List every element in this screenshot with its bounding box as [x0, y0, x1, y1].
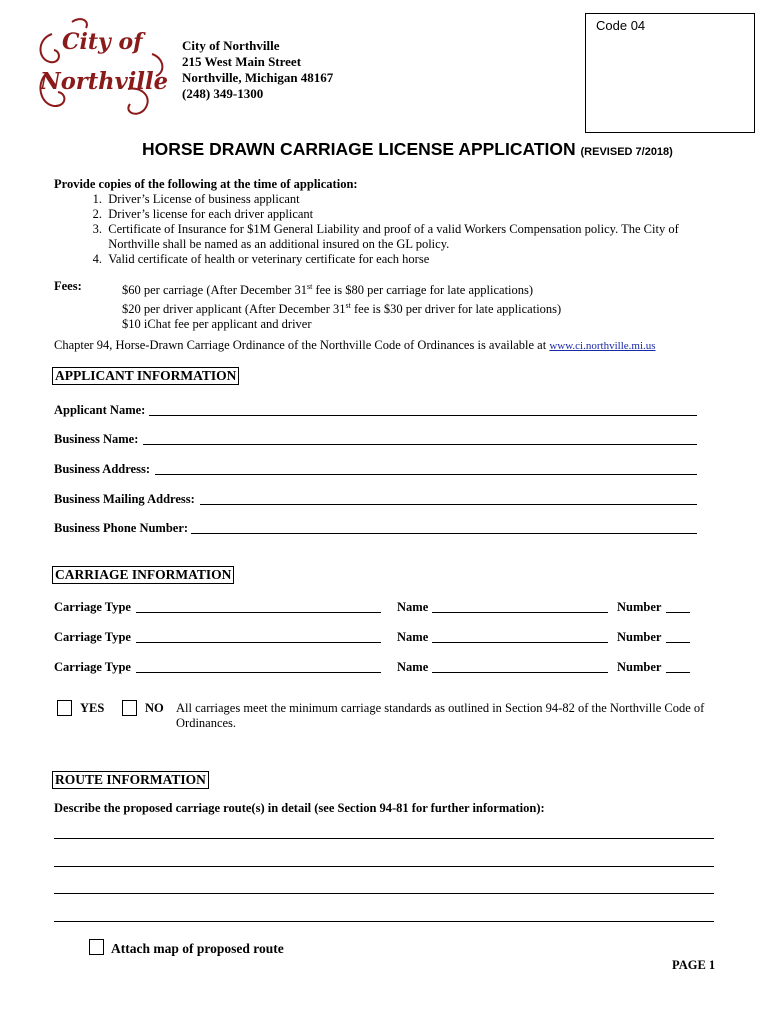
carriage-number-label: Number: [617, 630, 662, 644]
route-section-heading: ROUTE INFORMATION: [52, 771, 209, 789]
carriage-number-field-2[interactable]: [666, 642, 690, 643]
fees-label: Fees:: [54, 279, 82, 293]
logo-text-bottom: Northville: [39, 68, 168, 95]
carriage-section-heading: CARRIAGE INFORMATION: [52, 566, 234, 584]
list-item: 3. Certificate of Insurance for $1M General Liability and proof of a valid Workers Compensation policy. The City of: [92, 222, 679, 236]
org-name: City of Northville: [182, 38, 280, 53]
list-item: 4. Valid certificate of health or veterinary certificate for each horse: [92, 252, 430, 266]
business-mailing-address-label: Business Mailing Address:: [54, 492, 195, 506]
business-name-field[interactable]: [143, 444, 697, 445]
list-item: Northville shall be named as an additional insured on the GL policy.: [108, 237, 450, 251]
title-revised: (REVISED 7/2018): [580, 146, 673, 158]
business-name-label: Business Name:: [54, 432, 139, 446]
carriage-number-label: Number: [617, 660, 662, 674]
applicant-name-field[interactable]: [149, 415, 697, 416]
carriage-name-label: Name: [397, 630, 429, 644]
fee-line: $60 per carriage (After December 31st fee is $80 per carriage for late applications): [122, 282, 534, 298]
city-address: [182, 38, 333, 102]
carriage-type-label: Carriage Type: [54, 660, 131, 674]
list-item: 2. Driver’s license for each driver applicant: [92, 207, 314, 221]
website-link[interactable]: www.ci.northville.mi.us: [549, 340, 656, 352]
fee-line: $10 iChat fee per applicant and driver: [122, 317, 312, 332]
carriage-number-label: Number: [617, 600, 662, 614]
carriage-name-label: Name: [397, 660, 429, 674]
logo-text-top: City of: [62, 29, 143, 55]
route-line-3[interactable]: [54, 893, 714, 894]
fees-list: [122, 279, 561, 332]
route-line-2[interactable]: [54, 866, 714, 867]
requirements-heading: Provide copies of the following at the time of application:: [54, 177, 358, 191]
carriage-name-field-1[interactable]: [432, 612, 608, 613]
attach-map-checkbox[interactable]: [89, 939, 104, 955]
carriage-type-field-2[interactable]: [136, 642, 381, 643]
applicant-section-heading: APPLICANT INFORMATION: [52, 367, 239, 385]
business-address-field[interactable]: [155, 474, 697, 475]
business-address-label: Business Address:: [54, 462, 150, 476]
yes-label: YES: [80, 701, 105, 715]
city-state-zip: Northville, Michigan 48167: [182, 70, 334, 85]
yes-checkbox[interactable]: [57, 700, 72, 716]
street-address: 215 West Main Street: [182, 54, 302, 69]
applicant-name-label: Applicant Name:: [54, 403, 146, 417]
city-logo: [32, 14, 172, 124]
code-label: Code 04: [596, 18, 646, 33]
carriage-name-field-2[interactable]: [432, 642, 608, 643]
standards-statement: All carriages meet the minimum carriage standards as outlined in Section 94-82 of the Northville Code of Ordinances.: [176, 701, 705, 730]
business-phone-field[interactable]: [191, 533, 697, 534]
no-checkbox[interactable]: [122, 700, 137, 716]
carriage-type-field-1[interactable]: [136, 612, 381, 613]
carriage-number-field-3[interactable]: [666, 672, 690, 673]
code-box: [585, 13, 755, 133]
carriage-number-field-1[interactable]: [666, 612, 690, 613]
carriage-name-field-3[interactable]: [432, 672, 608, 673]
carriage-type-label: Carriage Type: [54, 600, 131, 614]
fee-line: $20 per driver applicant (After December 31st fee is $30 per driver for late applications): [122, 301, 562, 317]
route-line-4[interactable]: [54, 921, 714, 922]
business-mailing-address-field[interactable]: [200, 504, 697, 505]
carriage-name-label: Name: [397, 600, 429, 614]
business-phone-label: Business Phone Number:: [54, 521, 189, 535]
attach-map-label: Attach map of proposed route: [111, 941, 284, 956]
carriage-type-field-3[interactable]: [136, 672, 381, 673]
title-main: HORSE DRAWN CARRIAGE LICENSE APPLICATION: [142, 139, 576, 159]
phone-number: (248) 349-1300: [182, 86, 264, 101]
carriage-type-label: Carriage Type: [54, 630, 131, 644]
requirements-list: [80, 192, 679, 267]
page-title: [142, 139, 673, 160]
list-item: 1. Driver’s License of business applicant: [92, 192, 300, 206]
route-line-1[interactable]: [54, 838, 714, 839]
chapter-note: Chapter 94, Horse-Drawn Carriage Ordinance of the Northville Code of Ordinances is available at www.ci.northville.mi.us: [54, 338, 656, 352]
route-prompt: Describe the proposed carriage route(s) in detail (see Section 94-81 for further information):: [54, 801, 545, 815]
page-number: PAGE 1: [672, 958, 716, 972]
no-label: NO: [145, 701, 164, 715]
